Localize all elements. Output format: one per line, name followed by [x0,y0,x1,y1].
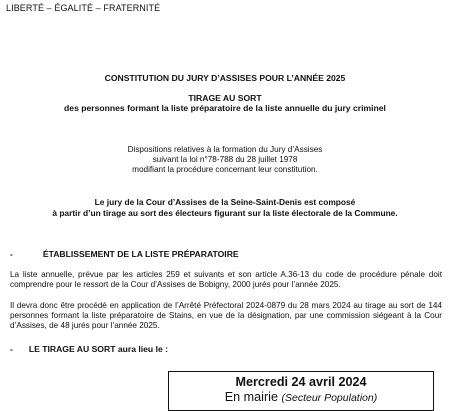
tirage-date: Mercredi 24 avril 2024 [235,375,367,389]
dispositions-block [0,145,450,175]
jury-statement-line-2: à partir d’un tirage au sort des électeurs figurant sur la liste électorale de la Commune. [52,208,398,218]
tirage-dash: - [10,344,13,354]
tirage-heading: TIRAGE AU SORT [188,93,262,103]
republic-motto: LIBERTÉ – ÉGALITÉ – FRATERNITÉ [6,3,161,13]
dispositions-line-2: suivant la loi n°78-788 du 28 juillet 1978 [152,155,298,164]
document-title: CONSTITUTION DU JURY D’ASSISES POUR L’ANNÉE 2025 [104,73,346,83]
section-heading [10,249,239,259]
dispositions-line-3: modifiant la procédure concernant leur constitution. [132,165,318,174]
jury-statement-line-1: Le jury de la Cour d’Assises de la Seine-Saint-Denis est composé [94,197,356,207]
section-heading-text: ÉTABLISSEMENT DE LA LISTE PRÉPARATOIRE [42,249,239,259]
paragraph-arrete: Il devra donc être procédé en application de l’Arrêté Préfectoral 2024-0879 du 28 mars 2024 au tirage au sort de 144 personnes formant la liste préparatoire de Stains, en vue de la désignation, par une commission siégeant à la Cour d’Assises, de 48 jurés pour l’année 2025. [10,301,442,331]
dispositions-line-1: Dispositions relatives à la formation du Jury d’Assises [127,145,323,154]
tirage-place-text: En mairie [224,390,278,404]
jury-statement [0,197,450,219]
tirage-date-intro [10,344,168,354]
tirage-description: des personnes formant la liste préparatoire de la liste annuelle du jury criminel [64,103,386,113]
tirage-place [169,390,433,404]
paragraph-liste-annuelle: La liste annuelle, prévue par les articles 259 et suivants et son article A.36-13 du code de procédure pénale doit comprendre pour le ressort de la Cour d’Assises de Bobigny, 2000 jurés pour l’année 2025. [10,270,442,290]
tirage-sector: (Secteur Population) [281,392,378,404]
section-dash: - [10,249,13,259]
tirage-date-intro-text: LE TIRAGE AU SORT aura lieu le : [28,344,168,354]
date-box [168,371,434,411]
